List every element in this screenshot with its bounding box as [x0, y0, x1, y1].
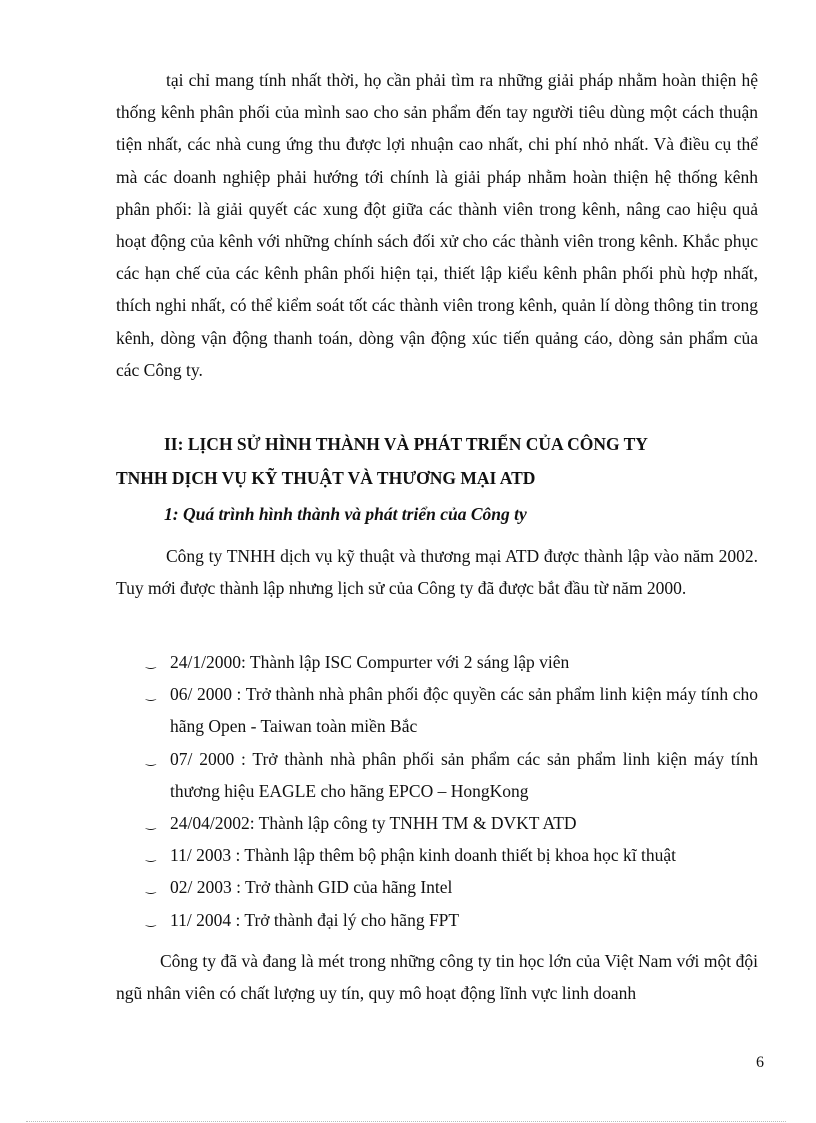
timeline-item-text: 07/ 2000 : Trở thành nhà phân phối sản phẩm các sản phẩm linh kiện máy tính thương hiệu EAGLE cho hãng EPCO – HongKong: [170, 748, 758, 801]
page-number: 6: [756, 1054, 764, 1071]
timeline-item: [146, 904, 758, 936]
timeline-item: [146, 678, 758, 742]
timeline-item-text: 06/ 2000 : Trở thành nhà phân phối độc quyền các sản phẩm linh kiện máy tính cho hãng Open - Taiwan toàn miền Bắc: [170, 684, 758, 737]
timeline-item: [146, 646, 758, 678]
intro-paragraph: tại chỉ mang tính nhất thời, họ cần phải tìm ra những giải pháp nhằm hoàn thiện hệ thống kênh phân phối của mình sao cho sản phẩm đến tay người tiêu dùng một cách thuận tiện nhất, các nhà cung ứng thu được lợi nhuận cao nhất, chi phí nhỏ nhất. Và điều cụ thể mà các doanh nghiệp phải hướng tới chính là giải pháp nhằm hoàn thiện hệ thống kênh phân phối: là giải quyết các xung đột giữa các thành viên trong kênh, nâng cao hiệu quả hoạt động của kênh với những chính sách đối xử cho các thành viên trong kênh. Khắc phục các hạn chế của các kênh phân phối hiện tại, thiết lập kiểu kênh phân phối phù hợp nhất, thích nghi nhất, có thể kiểm soát tốt các thành viên trong kênh, quản lí dòng thông tin trong kênh, dòng vận động thanh toán, dòng vận động xúc tiến quảng cáo, dòng sản phẩm của các Công ty.: [116, 70, 758, 380]
bullet-icon: ‿: [146, 816, 156, 831]
bullet-icon: ‿: [146, 751, 156, 766]
timeline-item-text: 11/ 2004 : Trở thành đại lý cho hãng FPT: [170, 909, 460, 930]
section-heading-line-2: TNHH DỊCH VỤ KỸ THUẬT VÀ THƯƠNG MẠI ATD: [116, 468, 536, 488]
subsection-heading: 1: Quá trình hình thành và phát triển của Công ty: [164, 504, 527, 524]
timeline-item: [146, 807, 758, 839]
timeline-item: [146, 839, 758, 871]
establishment-paragraph: Công ty TNHH dịch vụ kỹ thuật và thương mại ATD được thành lập vào năm 2002. Tuy mới được thành lập nhưng lịch sử của Công ty đã được bắt đầu từ năm 2000.: [116, 546, 758, 599]
bullet-icon: ‿: [146, 880, 156, 895]
page-bottom-divider: [26, 1121, 786, 1122]
bullet-icon: ‿: [146, 848, 156, 863]
bullet-icon: ‿: [146, 655, 156, 669]
timeline-item-text: 02/ 2003 : Trở thành GID của hãng Intel: [170, 877, 453, 898]
bullet-icon: ‿: [146, 687, 156, 702]
section-heading-line-1: II: LỊCH SỬ HÌNH THÀNH VÀ PHÁT TRIỂN CỦA CÔNG TY: [164, 434, 648, 454]
bullet-icon: ‿: [146, 912, 156, 927]
timeline-item-text: 24/1/2000: Thành lập ISC Compurter với 2 sáng lập viên: [170, 652, 570, 672]
timeline-item-text: 24/04/2002: Thành lập công ty TNHH TM & DVKT ATD: [170, 813, 577, 834]
timeline-list: [146, 646, 758, 936]
timeline-item-text: 11/ 2003 : Thành lập thêm bộ phận kinh doanh thiết bị khoa học kĩ thuật: [170, 845, 676, 866]
timeline-item: [146, 743, 758, 807]
closing-paragraph: Công ty đã và đang là mét trong những công ty tin học lớn của Việt Nam với một đội ngũ nhân viên có chất lượng uy tín, quy mô hoạt động lĩnh vực linh doanh: [116, 951, 758, 1004]
timeline-item: [146, 871, 758, 903]
